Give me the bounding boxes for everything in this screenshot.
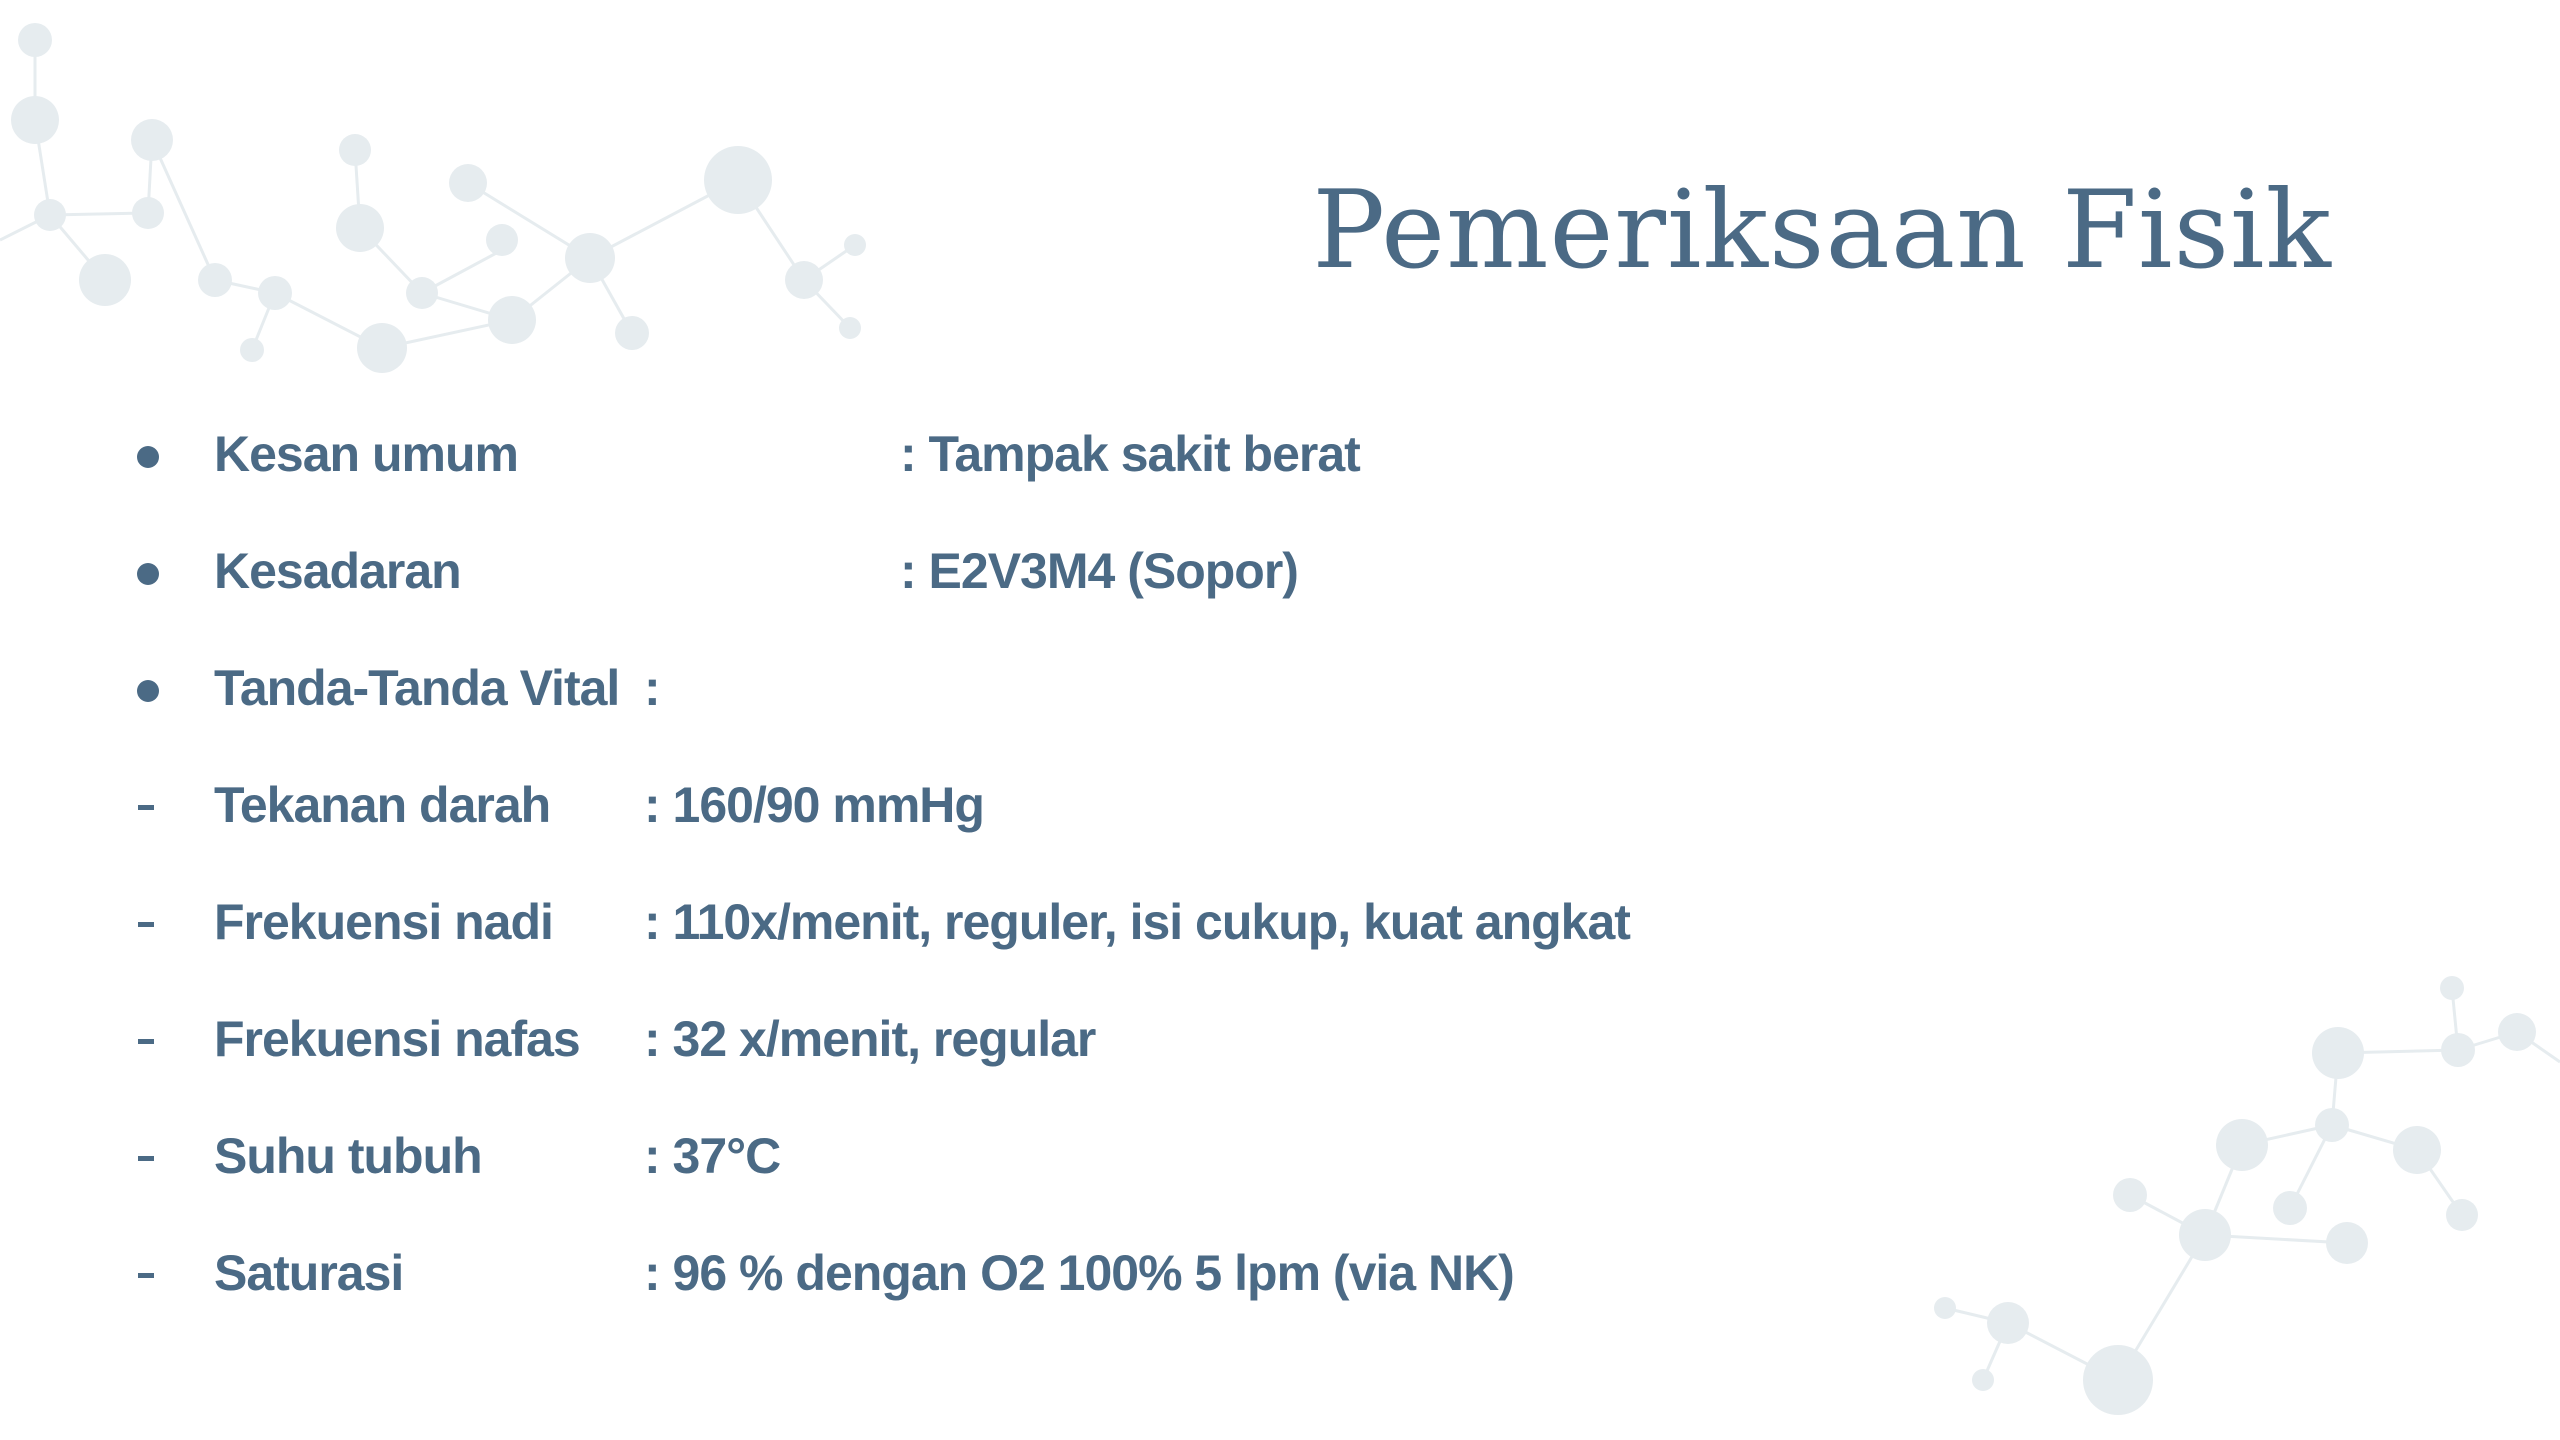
- molecule-decoration-bottom-right: [1900, 950, 2560, 1440]
- exam-list: [130, 414, 1930, 1350]
- item-value: : 110x/menit, reguler, isi cukup, kuat angkat: [644, 894, 1630, 950]
- slide-title: Pemeriksaan Fisik: [1312, 168, 2332, 293]
- list-item-tekanan-darah: [130, 765, 1930, 882]
- item-label: Suhu tubuh: [214, 1128, 482, 1184]
- item-label: Frekuensi nafas: [214, 1011, 580, 1067]
- list-item-suhu-tubuh: [130, 1116, 1930, 1233]
- list-item-saturasi: [130, 1233, 1930, 1350]
- list-item-kesadaran: [130, 531, 1930, 648]
- item-label: Frekuensi nadi: [214, 894, 553, 950]
- item-value: : 96 % dengan O2 100% 5 lpm (via NK): [644, 1245, 1514, 1301]
- list-item-kesan-umum: [130, 414, 1930, 531]
- list-item-tanda-tanda-vital: [130, 648, 1930, 765]
- item-value: : Tampak sakit berat: [900, 426, 1360, 482]
- list-item-frekuensi-nadi: [130, 882, 1930, 999]
- item-label: Kesadaran: [214, 543, 461, 599]
- item-value: :: [644, 660, 660, 716]
- item-label: Tekanan darah: [214, 777, 551, 833]
- item-value: : 32 x/menit, regular: [644, 1011, 1096, 1067]
- item-value: : 37°C: [644, 1128, 781, 1184]
- item-value: : 160/90 mmHg: [644, 777, 984, 833]
- item-label: Kesan umum: [214, 426, 518, 482]
- molecule-decoration-top-left: [0, 0, 900, 400]
- list-item-frekuensi-nafas: [130, 999, 1930, 1116]
- item-label: Saturasi: [214, 1245, 404, 1301]
- item-value: : E2V3M4 (Sopor): [900, 543, 1298, 599]
- item-label: Tanda-Tanda Vital: [214, 660, 620, 716]
